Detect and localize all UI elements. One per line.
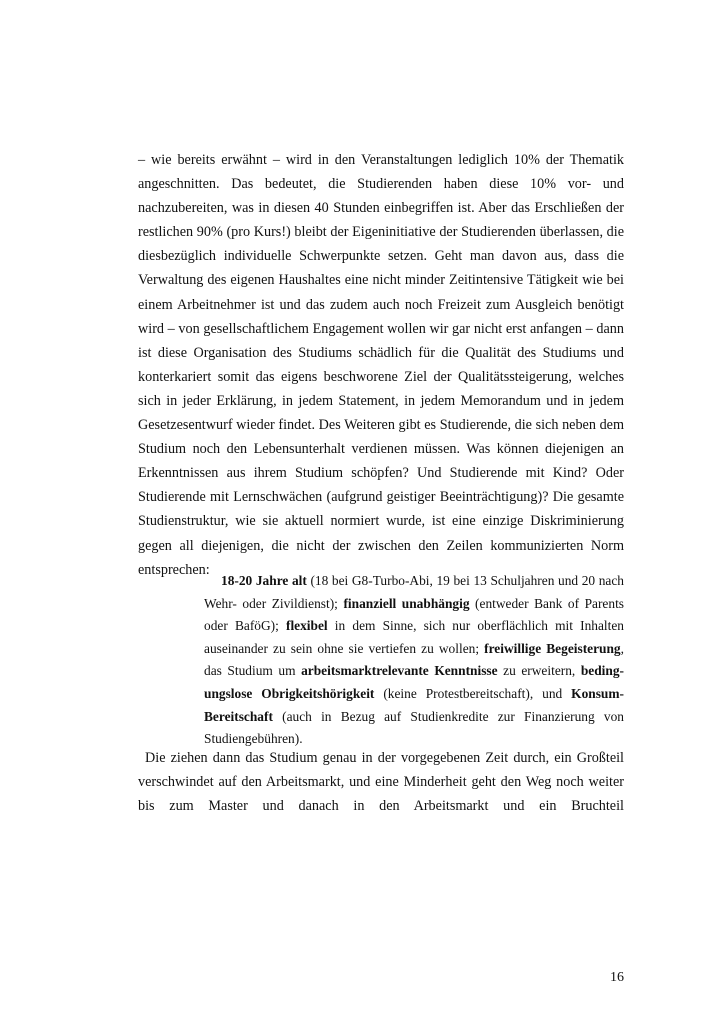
quote-text: zu erweitern, (497, 663, 581, 679)
quote-text: (18 bei G8-Turbo-Abi, 19 bei 13 Schuljahren und 20 nach Wehr- oder Zivildienst); (204, 573, 624, 611)
page-number: 16 (610, 970, 624, 985)
quote-text: in dem Sinne, sich nur oberflächlich mit Inhalten auseinander zu sein ohne sie vertiefen zu wollen; (204, 618, 624, 656)
quote-bold-age: 18-20 Jahre alt (221, 573, 307, 588)
quote-text: , das Studium um (204, 640, 624, 679)
body-paragraph: – wie bereits erwähnt – wird in den Veranstaltungen lediglich 10% der Thematik angeschnitten. Das bedeutet, die Studierenden haben diese 10% vor- und nachzubereiten, was in diesen 40 Stunden einbegriffen ist. Aber das Erschließen der restlichen 90% (pro Kurs!) bleibt der Eigeninitiative der Studierenden überlassen, die diesbezüglich individuelle Schwerpunkte setzen. Geht man davon aus, dass die Verwaltung des eigenen Haushaltes eine nicht minder Zeitintensive Tätigkeit wie bei einem Arbeitnehmer ist und das zudem auch noch Freizeit zum Ausgleich benötigt wird – von gesellschaftlichem Engagement wollen wir gar nicht erst anfangen – dann ist diese Organisation des Studiums schädlich für die Qualität des Studiums und konterkariert somit das eigens beschworene Ziel der Qualitätssteigerung, welches sich in jeder Erklärung, in jedem Statement, in jedem Memorandum und in jedem Gesetzesentwurf wieder findet. Des Weiteren gibt es Studierende, die sich neben dem Studium noch den Lebensunterhalt verdienen müssen. Was können diejenigen an Erkenntnissen aus ihrem Studium schöpfen? Und Studierende mit Kind? Oder Studierende mit Lernschwächen (aufgrund geistiger Beeinträchtigung)? Die gesamte Studienstruktur, wie sie aktuell normiert wurde, ist eine einzige Diskriminierung gegen all diejenigen, die nicht der zwischen den Zeilen kommunizierten Norm entsprechen: (138, 152, 624, 578)
quote-bold-enthusiasm: freiwillige Begeisterung (484, 640, 621, 656)
quote-text: (auch in Bezug auf Studienkredite zur Finanzierung von Studiengebühren). (204, 708, 624, 747)
quote-bold-obedience: beding-ungslose Obrigkeitshörigkeit (204, 663, 625, 701)
quote-bold-skills: arbeitsmarktrelevante Kenntnisse (301, 663, 498, 679)
quote-bold-consumption: Konsum-Bereitschaft (204, 685, 624, 724)
closing-paragraph: Die ziehen dann das Studium genau in der vorgegebenen Zeit durch, ein Großteil verschwindet auf den Arbeitsmarkt, und eine Minderheit geht den Weg noch weiter bis zum Master und danach in den Arbeitsmarkt und ein Bruchteil (138, 750, 624, 815)
quote-bold-finance: finanziell unabhängig (343, 595, 470, 611)
quote-text: (keine Protestbereitschaft), und (374, 685, 572, 701)
quote-text: (entweder Bank of Parents oder BaföG); (204, 595, 625, 634)
quote-bold-flexible: flexibel (285, 618, 328, 634)
block-quote (204, 570, 624, 751)
